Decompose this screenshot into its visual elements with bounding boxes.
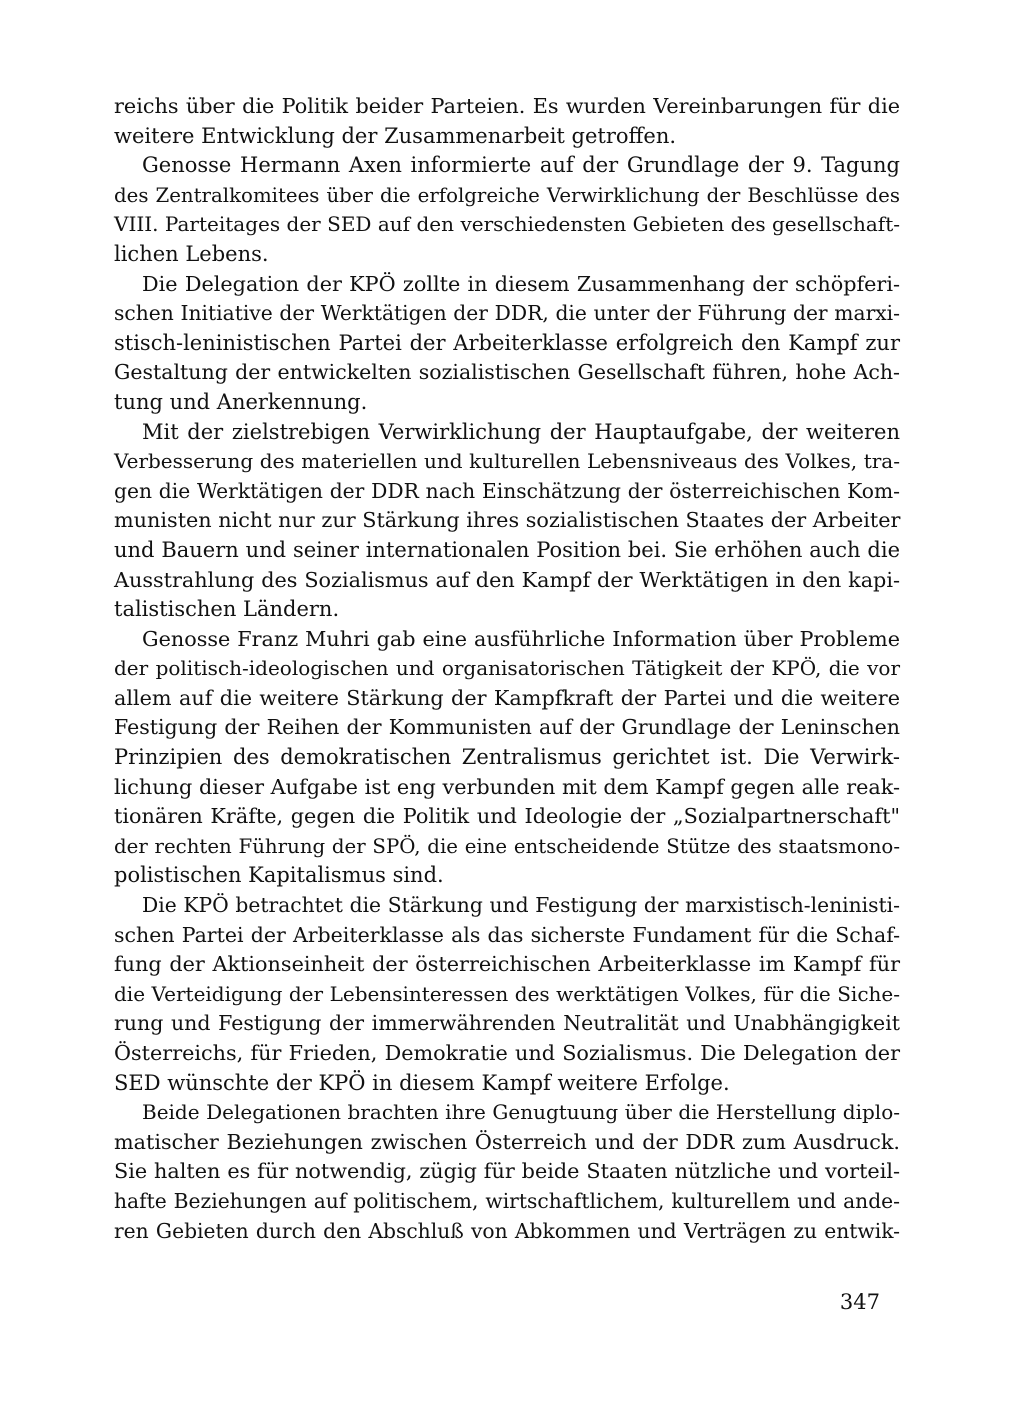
text-line: lichung dieser Aufgabe ist eng verbunden mit dem Kampf gegen alle reak-	[114, 774, 900, 799]
text-line: lichen Lebens.	[114, 241, 269, 266]
text-line: gen die Werktätigen der DDR nach Einschätzung der österreichischen Kom-	[114, 478, 900, 503]
text-line: matischer Beziehungen zwischen Österreich und der DDR zum Ausdruck.	[114, 1129, 900, 1154]
text-line: polistischen Kapitalismus sind.	[114, 863, 444, 888]
text-line: der rechten Führung der SPÖ, die eine entscheidende Stütze des staatsmono-	[114, 834, 900, 858]
text-line: Mit der zielstrebigen Verwirklichung der Hauptaufgabe, der weiteren	[142, 419, 900, 444]
text-line: schen Initiative der Werktätigen der DDR, die unter der Führung der marxi-	[114, 301, 900, 326]
page-body	[114, 92, 900, 1246]
text-line: der politisch-ideologischen und organisatorischen Tätigkeit der KPÖ, die vor	[114, 656, 900, 681]
text-line: des Zentralkomitees über die erfolgreiche Verwirklichung der Beschlüsse des	[114, 183, 900, 207]
text-line: Verbesserung des materiellen und kulturellen Lebensniveaus des Volkes, tra-	[114, 449, 900, 474]
text-line: Die KPÖ betrachtet die Stärkung und Festigung der marxistisch-leninisti-	[142, 893, 900, 918]
text-line: Österreichs, für Frieden, Demokratie und Sozialismus. Die Delegation der	[114, 1041, 900, 1065]
text-line: Ausstrahlung des Sozialismus auf den Kampf der Werktätigen in den kapi-	[114, 567, 900, 592]
text-line: talistischen Ländern.	[114, 597, 340, 622]
text-line: Prinzipien des demokratischen Zentralismus gerichtet ist. Die Verwirk-	[114, 745, 900, 770]
text-line: Beide Delegationen brachten ihre Genugtuung über die Herstellung diplo-	[142, 1100, 900, 1125]
text-line: munisten nicht nur zur Stärkung ihres sozialistischen Staates der Arbeiter	[114, 508, 901, 533]
text-line: stisch-leninistischen Partei der Arbeiterklasse erfolgreich den Kampf zur	[114, 330, 900, 355]
text-line: weitere Entwicklung der Zusammenarbeit getroffen.	[114, 123, 677, 148]
text-line: tung und Anerkennung.	[114, 389, 368, 414]
text-line: und Bauern und seiner internationalen Position bei. Sie erhöhen auch die	[114, 537, 900, 562]
text-line: Festigung der Reihen der Kommunisten auf der Grundlage der Leninschen	[114, 715, 900, 740]
page-number: 347	[839, 1290, 880, 1314]
text-line: VIII. Parteitages der SED auf den verschiedensten Gebieten des gesellschaft-	[114, 212, 900, 237]
text-line: Sie halten es für notwendig, zügig für beide Staaten nützliche und vorteil-	[114, 1159, 900, 1184]
text-line: die Verteidigung der Lebensinteressen des werktätigen Volkes, für die Siche-	[114, 981, 900, 1006]
text-line: reichs über die Politik beider Parteien. Es wurden Vereinbarungen für die	[114, 94, 900, 118]
text-line: Genosse Hermann Axen informierte auf der Grundlage der 9. Tagung	[142, 153, 900, 178]
text-line: tionären Kräfte, gegen die Politik und Ideologie der „Sozialpartnerschaft"	[114, 804, 900, 829]
text-line: hafte Beziehungen auf politischem, wirtschaftlichem, kulturellem und ande-	[114, 1188, 900, 1213]
text-line: ren Gebieten durch den Abschluß von Abkommen und Verträgen zu entwik-	[114, 1218, 900, 1243]
text-line: schen Partei der Arbeiterklasse als das sicherste Fundament für die Schaf-	[114, 922, 900, 947]
text-line: Die Delegation der KPÖ zollte in diesem Zusammenhang der schöpferi-	[142, 271, 900, 296]
text-line: allem auf die weitere Stärkung der Kampfkraft der Partei und die weitere	[114, 685, 900, 710]
text-line: Gestaltung der entwickelten sozialistischen Gesellschaft führen, hohe Ach-	[114, 360, 900, 385]
text-line: SED wünschte der KPÖ in diesem Kampf weitere Erfolge.	[114, 1070, 730, 1095]
text-line: fung der Aktionseinheit der österreichischen Arbeiterklasse im Kampf für	[114, 952, 900, 977]
text-line: Genosse Franz Muhri gab eine ausführliche Information über Probleme	[142, 626, 900, 651]
text-line: rung und Festigung der immerwährenden Neutralität und Unabhängigkeit	[114, 1011, 900, 1036]
